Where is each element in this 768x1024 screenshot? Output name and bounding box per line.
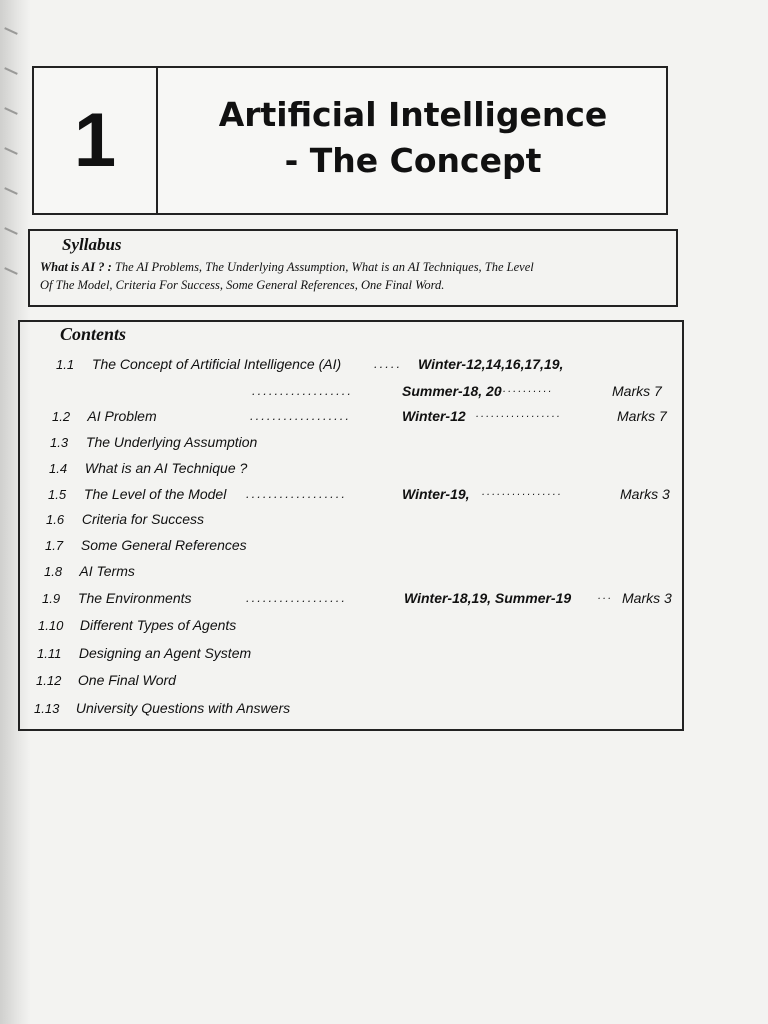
contents-item — [36, 672, 176, 692]
contents-item — [49, 460, 247, 480]
syllabus-text-line2: Of The Model, Criteria For Success, Some General References, One Final Word. — [40, 278, 445, 292]
binding-mark — [4, 27, 18, 35]
syllabus-heading: Syllabus — [62, 235, 122, 254]
item-exam: Winter-12,14,16,17,19, — [418, 356, 564, 372]
syllabus-text — [40, 258, 666, 294]
contents-box — [18, 320, 684, 731]
binding-mark — [4, 227, 18, 235]
contents-item — [45, 537, 247, 557]
contents-item — [50, 434, 257, 454]
item-title: The Concept of Artificial Intelligence (AI) — [91, 356, 342, 372]
dot-leader: ................ — [482, 486, 563, 498]
syllabus-lead: What is AI ? : — [40, 260, 112, 274]
item-number: 1.4 — [49, 461, 68, 476]
item-number: 1.13 — [34, 701, 60, 716]
item-marks: Marks 3 — [622, 590, 672, 606]
binding-mark — [4, 67, 18, 75]
item-number: 1.3 — [50, 435, 69, 450]
chapter-title-line2: - The Concept — [284, 141, 542, 180]
dot-leader: .................. — [252, 383, 354, 398]
item-marks: Marks 7 — [612, 383, 662, 399]
chapter-title — [158, 92, 668, 184]
item-number: 1.1 — [56, 357, 75, 372]
contents-item-continuation — [56, 383, 676, 403]
item-number: 1.9 — [42, 591, 61, 606]
item-title: Different Types of Agents — [79, 617, 237, 633]
contents-item — [38, 617, 236, 637]
chapter-number: 1 — [34, 68, 158, 213]
item-exam: Winter-19, — [402, 486, 470, 502]
item-title: AI Terms — [79, 563, 135, 579]
binding-mark — [4, 147, 18, 155]
dot-leader: ..... — [374, 356, 403, 371]
contents-item — [56, 356, 676, 376]
chapter-title-box — [32, 66, 668, 215]
binding-mark — [4, 107, 18, 115]
item-marks: Marks 3 — [620, 486, 670, 502]
dot-leader: ................. — [476, 408, 562, 420]
item-marks: Marks 7 — [617, 408, 667, 424]
item-title: One Final Word — [77, 672, 176, 688]
item-title: University Questions with Answers — [75, 700, 291, 716]
contents-item — [34, 700, 290, 720]
item-number: 1.10 — [38, 618, 64, 633]
item-title: Designing an Agent System — [78, 645, 252, 661]
item-title: AI Problem — [87, 408, 157, 424]
item-number: 1.8 — [44, 564, 63, 579]
dot-leader: .................. — [246, 590, 348, 605]
contents-item — [44, 563, 135, 583]
contents-heading: Contents — [60, 324, 127, 344]
dot-leader: ... — [598, 590, 614, 602]
contents-item — [52, 408, 672, 428]
dot-leader: .................. — [250, 408, 352, 423]
contents-item — [46, 511, 204, 531]
binding-mark — [4, 187, 18, 195]
contents-item — [42, 590, 682, 610]
item-number: 1.7 — [45, 538, 64, 553]
item-number: 1.5 — [48, 487, 67, 502]
syllabus-text-line1: The AI Problems, The Underlying Assumption, What is an AI Techniques, The Level — [114, 260, 534, 274]
item-title: Criteria for Success — [81, 511, 205, 527]
contents-item — [48, 486, 678, 506]
item-exam-continued: Summer-18, 20 — [402, 383, 502, 399]
item-title: The Underlying Assumption — [85, 434, 258, 450]
item-title: Some General References — [80, 537, 247, 553]
binding-mark — [4, 267, 18, 275]
chapter-title-line1: Artificial Intelligence — [218, 95, 608, 134]
item-title: What is an AI Technique ? — [84, 460, 248, 476]
item-number: 1.11 — [37, 646, 62, 661]
contents-item — [37, 645, 251, 665]
item-title: The Level of the Model — [83, 486, 227, 502]
item-number: 1.12 — [36, 673, 62, 688]
item-number: 1.2 — [52, 409, 71, 424]
item-exam: Winter-18,19, Summer-19 — [404, 590, 572, 606]
item-title: The Environments — [77, 590, 192, 606]
item-number: 1.6 — [46, 512, 65, 527]
dot-leader: .................. — [246, 486, 348, 501]
dot-leader: ........... — [498, 383, 554, 395]
item-exam: Winter-12 — [402, 408, 466, 424]
syllabus-box — [28, 229, 678, 307]
